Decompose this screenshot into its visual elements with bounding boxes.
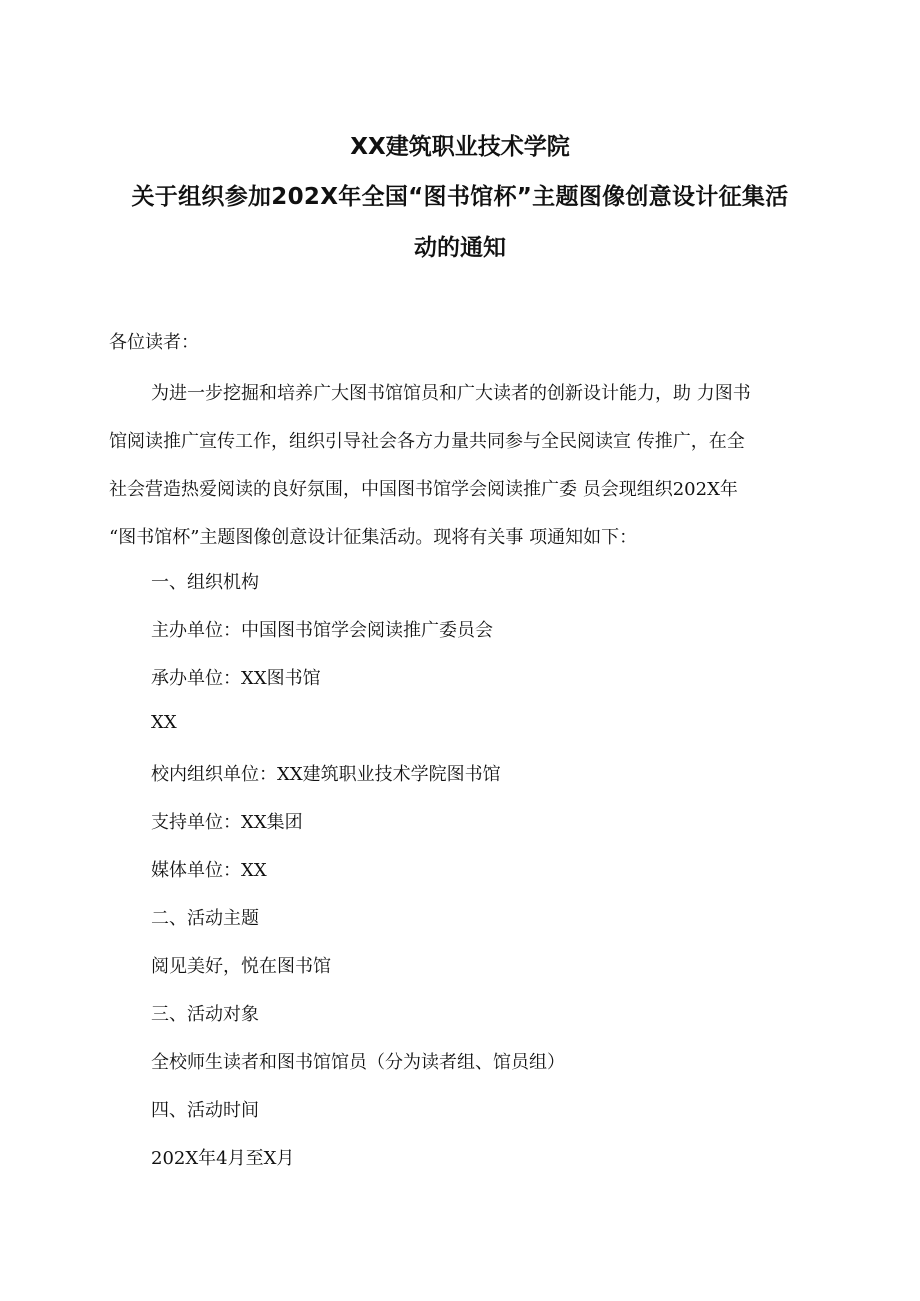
section-heading-organization: 一、组织机构 (151, 572, 259, 593)
activity-theme: 阅见美好，悦在图书馆 (151, 956, 331, 977)
section-heading-time: 四、活动时间 (151, 1100, 259, 1121)
section-heading-audience: 三、活动对象 (151, 1004, 259, 1025)
section-heading-theme: 二、活动主题 (151, 908, 259, 929)
intro-line: 馆阅读推广宣传工作，组织引导社会各方力量共同参与全民阅读宣 传推广，在全 (109, 431, 745, 452)
intro-line: 为进一步挖掘和培养广大图书馆馆员和广大读者的创新设计能力，助 力图书 (151, 383, 751, 404)
intro-line: “图书馆杯”主题图像创意设计征集活动。现将有关事 项通知如下： (109, 527, 638, 548)
intro-paragraph (109, 370, 815, 562)
salutation: 各位读者： (109, 332, 199, 353)
organizer-unit-continued: XX (151, 712, 177, 733)
organizer-unit: 承办单位：XX图书馆 (151, 668, 321, 689)
activity-audience: 全校师生读者和图书馆馆员（分为读者组、馆员组） (151, 1052, 565, 1073)
document-title-main: 关于组织参加202X年全国“图书馆杯”主题图像创意设计征集活 (131, 184, 789, 210)
activity-time: 202X年4月至X月 (151, 1148, 295, 1169)
support-unit: 支持单位：XX集团 (151, 812, 303, 833)
host-unit: 主办单位：中国图书馆学会阅读推广委员会 (151, 620, 493, 641)
document-title-institution: XX建筑职业技术学院 (350, 134, 570, 160)
media-unit: 媒体单位：XX (151, 860, 267, 881)
intro-line: 社会营造热爱阅读的良好氛围，中国图书馆学会阅读推广委 员会现组织202X年 (109, 479, 738, 500)
campus-organizer-unit: 校内组织单位：XX建筑职业技术学院图书馆 (151, 764, 501, 785)
document-title-continuation: 动的通知 (414, 235, 506, 261)
